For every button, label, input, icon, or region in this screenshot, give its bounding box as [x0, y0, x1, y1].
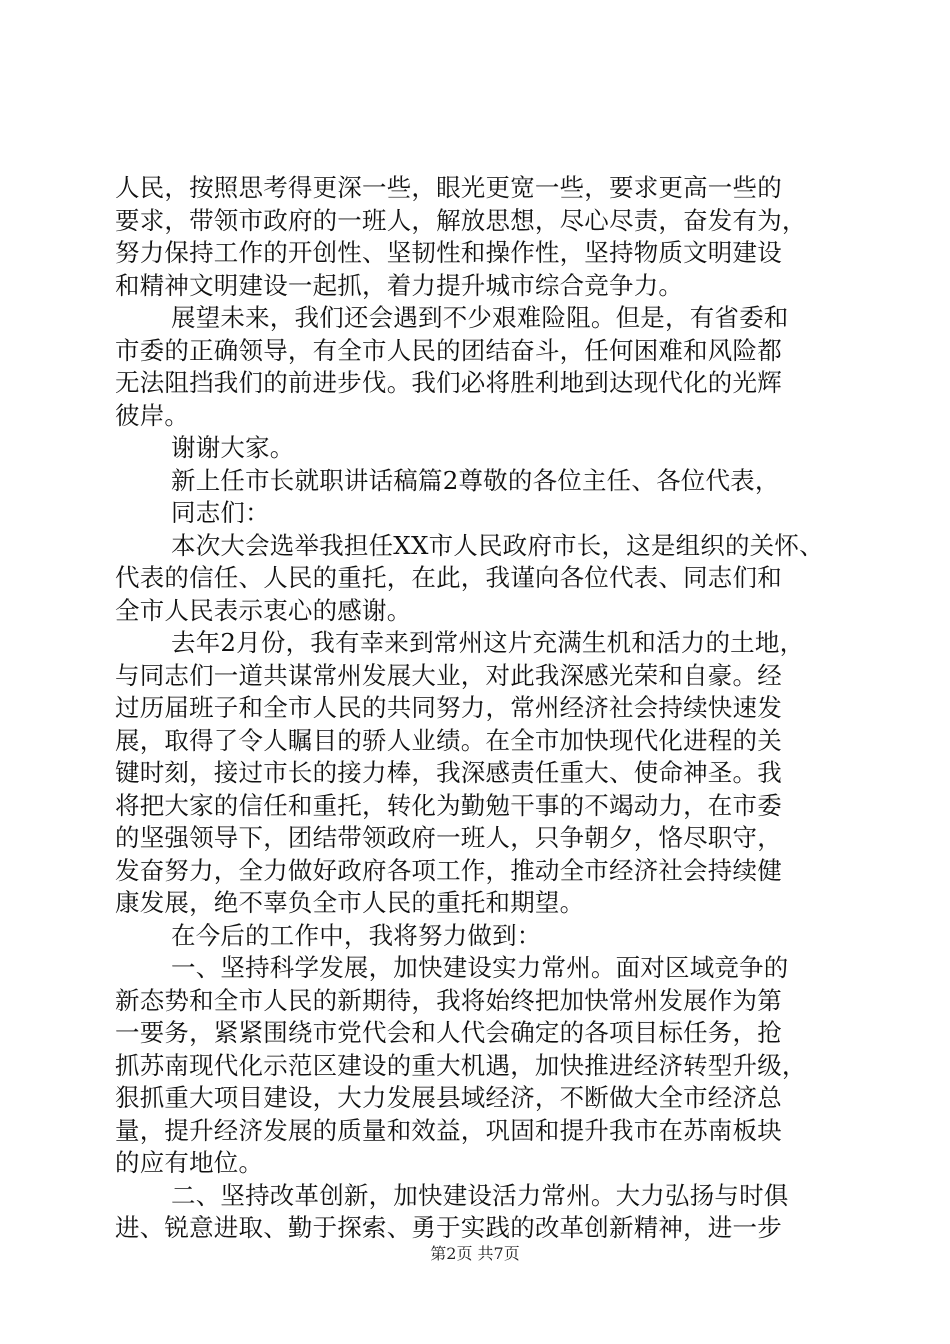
text-line-2: 要求，带领市政府的一班人，解放思想，尽心尽责，奋发有为，: [115, 205, 807, 235]
page-footer: [0, 1243, 950, 1265]
text-line-23: 康发展，绝不辜负全市人民的重托和期望。: [115, 888, 585, 917]
text-line-10: 新上任市长就职讲话稿篇2尊敬的各位主任、各位代表，: [171, 465, 780, 495]
text-line-32: 二、坚持改革创新，加快建设活力常州。大力弘扬与时俱: [171, 1180, 789, 1210]
text-line-30: 量，提升经济发展的质量和效益，巩固和提升我市在苏南板块: [115, 1115, 782, 1145]
text-line-26: 新态势和全市人民的新期待，我将始终把加快常州发展作为第: [115, 985, 782, 1015]
text-line-7: 无法阻挡我们的前进步伐。我们必将胜利地到达现代化的光辉: [115, 368, 782, 397]
text-line-5: 展望未来，我们还会遇到不少艰难险阻。但是，有省委和: [171, 303, 789, 332]
text-line-29: 狠抓重大项目建设，大力发展县域经济，不断做大全市经济总: [115, 1083, 782, 1112]
text-line-16: 与同志们一道共谋常州发展大业，对此我深感光荣和自豪。经: [115, 660, 782, 690]
text-line-21: 的坚强领导下，团结带领政府一班人，只争朝夕，恪尽职守，: [115, 823, 782, 852]
text-line-19: 键时刻，接过市长的接力棒，我深感责任重大、使命神圣。我: [115, 758, 782, 787]
text-line-14: 全市人民表示衷心的感谢。: [115, 595, 412, 625]
text-line-4: 和精神文明建设一起抓，着力提升城市综合竞争力。: [115, 270, 684, 300]
text-line-11: 同志们：: [171, 498, 270, 527]
text-line-31: 的应有地位。: [115, 1148, 264, 1177]
text-line-3: 努力保持工作的开创性、坚韧性和操作性，坚持物质文明建设: [115, 238, 782, 267]
text-line-27: 一要务，紧紧围绕市党代会和人代会确定的各项目标任务，抢: [115, 1018, 782, 1047]
text-line-15: 去年2月份，我有幸来到常州这片充满生机和活力的土地，: [171, 628, 805, 657]
document-body: [115, 172, 840, 1245]
page-number-label: 第2页 共7页: [430, 1244, 520, 1263]
text-line-8: 彼岸。: [115, 400, 190, 430]
text-line-24: 在今后的工作中，我将努力做到：: [171, 920, 542, 950]
text-line-1: 人民，按照思考得更深一些，眼光更宽一些，要求更高一些的: [115, 173, 782, 202]
text-line-13: 代表的信任、人民的重托，在此，我谨向各位代表、同志们和: [115, 563, 782, 592]
text-line-6: 市委的正确领导，有全市人民的团结奋斗，任何困难和风险都: [115, 335, 782, 365]
text-line-20: 将把大家的信任和重托，转化为勤勉干事的不竭动力，在市委: [115, 790, 782, 820]
text-line-18: 展，取得了令人瞩目的骄人业绩。在全市加快现代化进程的关: [115, 725, 782, 755]
text-line-33: 进、锐意进取、勤于探索、勇于实践的改革创新精神，进一步: [115, 1213, 782, 1242]
text-line-9: 谢谢大家。: [171, 433, 295, 462]
text-line-22: 发奋努力，全力做好政府各项工作，推动全市经济社会持续健: [115, 855, 782, 885]
text-line-25: 一、坚持科学发展，加快建设实力常州。面对区域竞争的: [171, 953, 789, 982]
text-line-17: 过历届班子和全市人民的共同努力，常州经济社会持续快速发: [115, 693, 782, 722]
text-line-28: 抓苏南现代化示范区建设的重大机遇，加快推进经济转型升级，: [115, 1050, 807, 1080]
text-line-12: 本次大会选举我担任XX市人民政府市长，这是组织的关怀、: [171, 530, 824, 560]
